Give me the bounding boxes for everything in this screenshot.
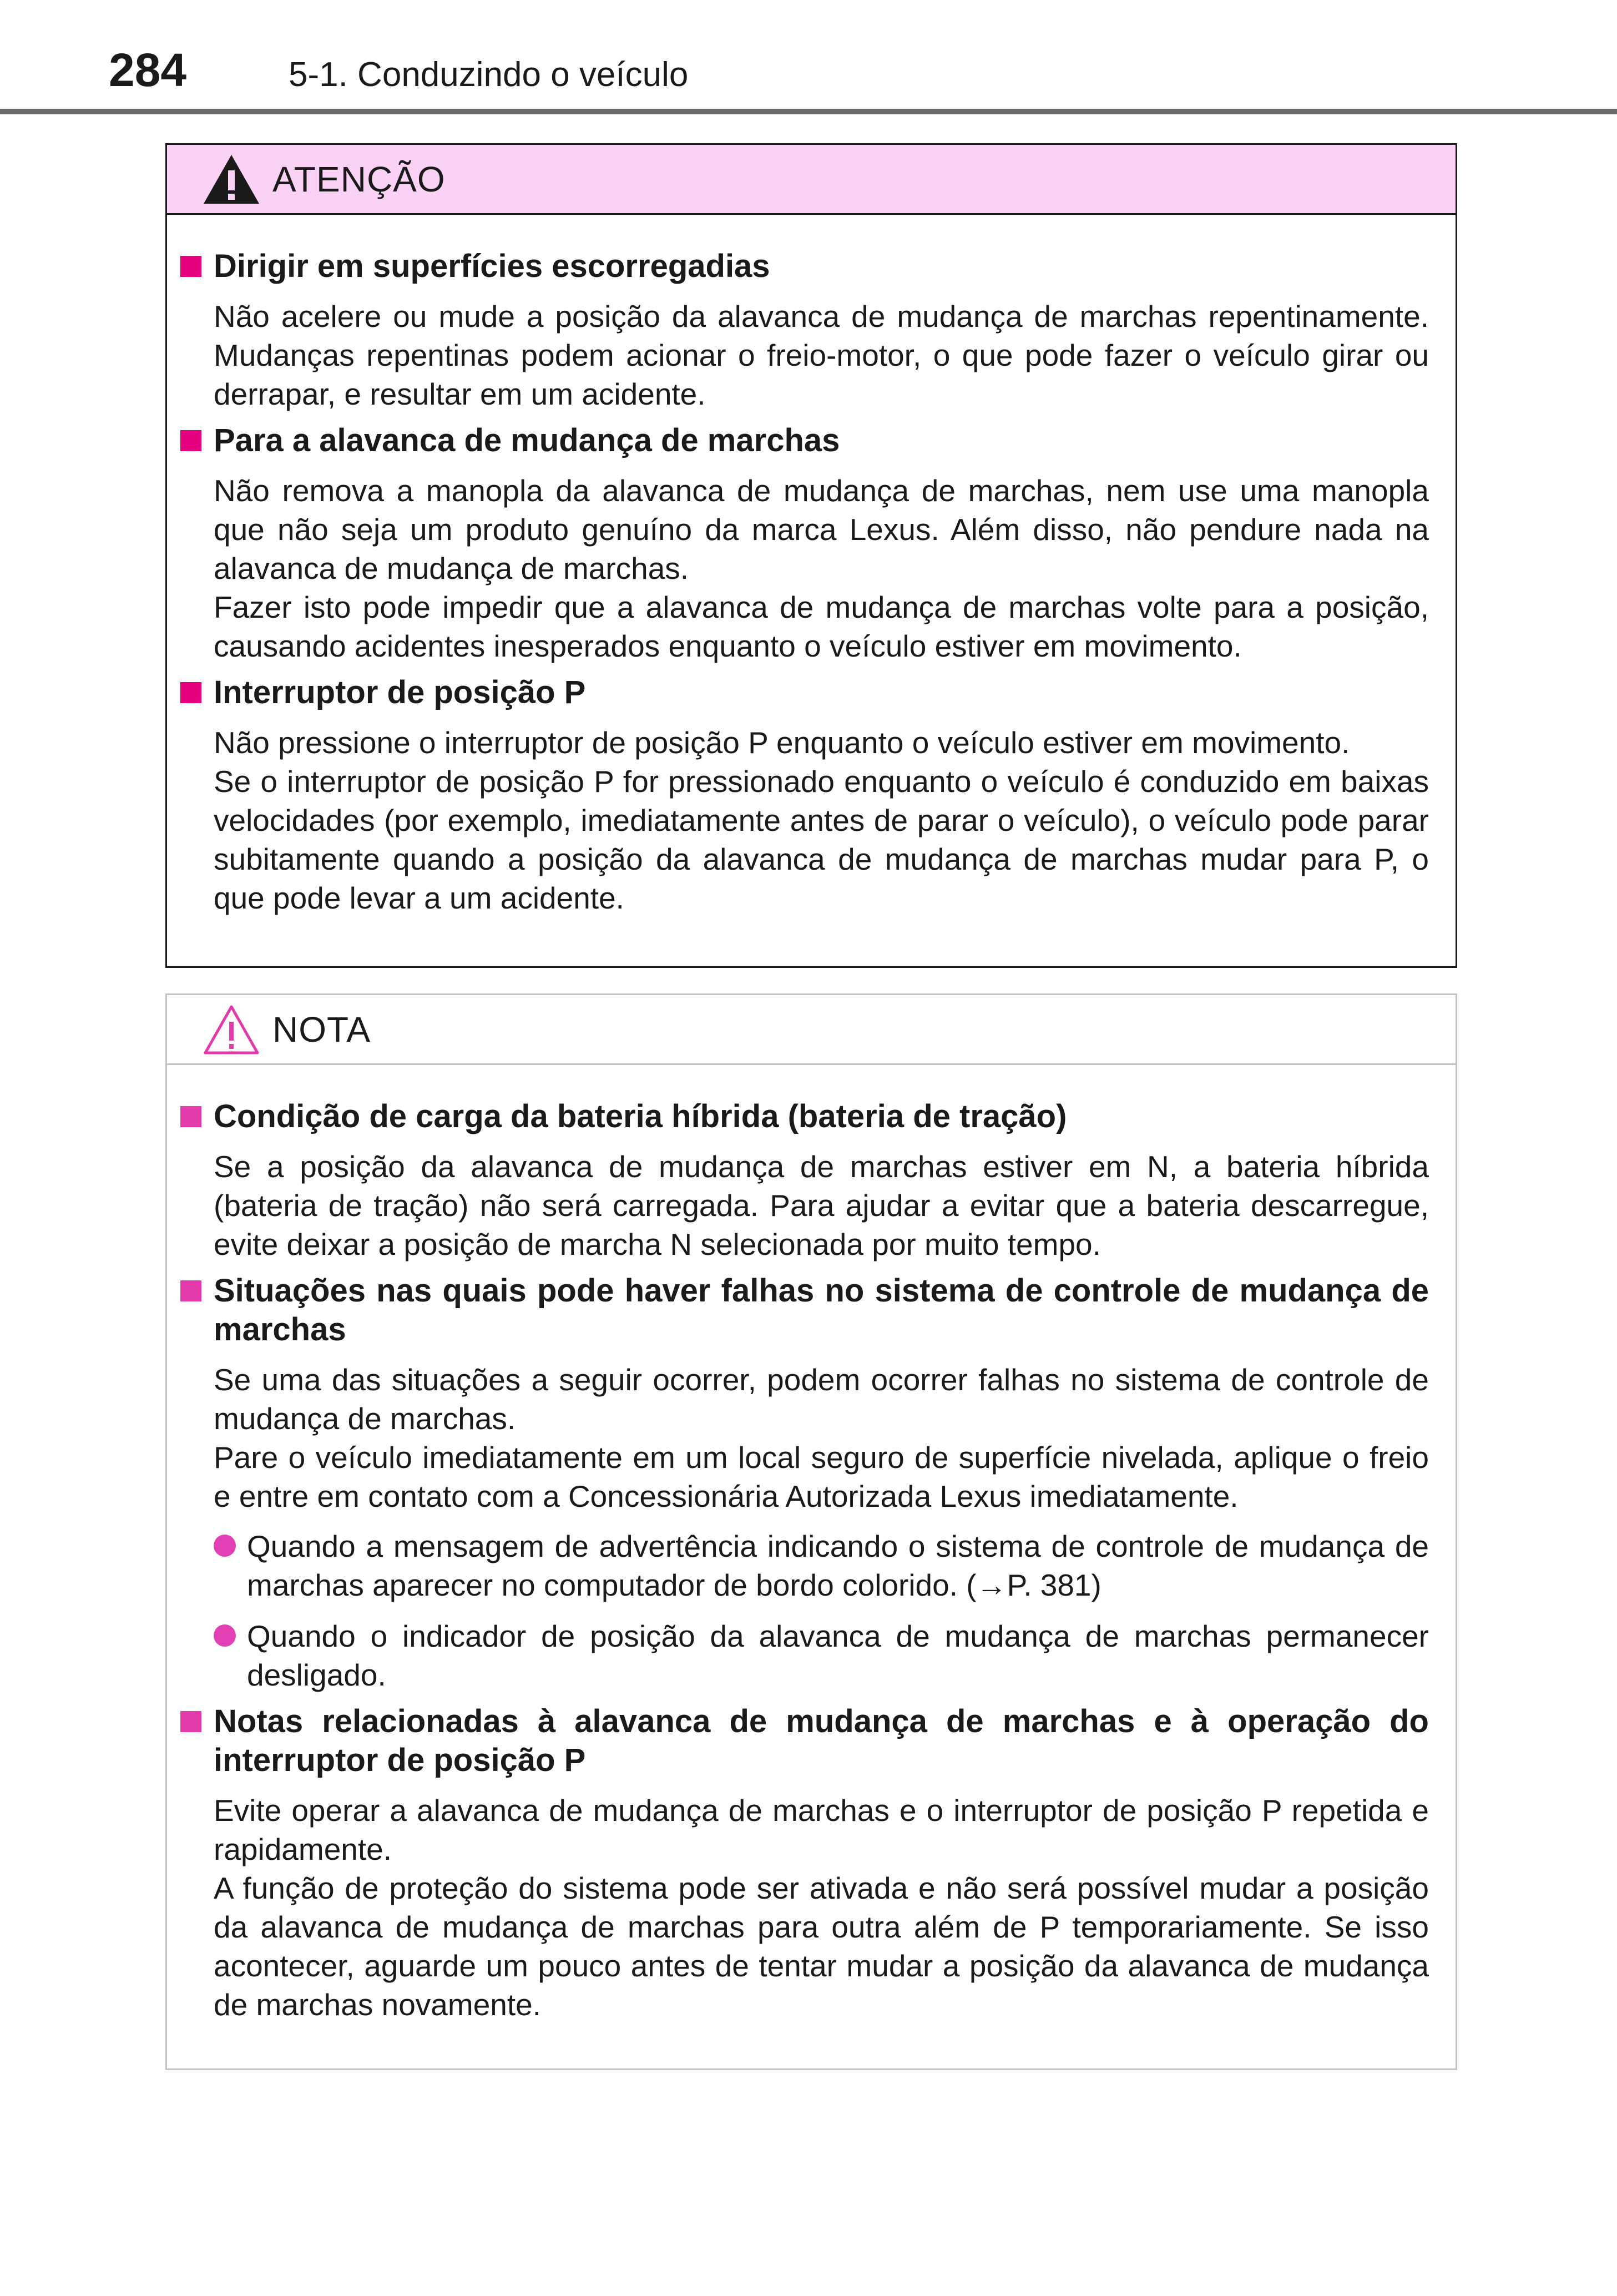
notice-section — [177, 1271, 1429, 1694]
section-paragraph: Se uma das situações a seguir ocorrer, podem ocorrer falhas no sistema de controle de mudança de marchas. — [214, 1363, 1429, 1436]
section-paragraph: Pare o veículo imediatamente em um local seguro de superfície nivelada, aplique o freio e entre em contato com a Concessionária Autorizada Lexus imediatamente. — [214, 1440, 1429, 1513]
square-bullet-icon — [180, 430, 201, 451]
section-paragraph: A função de proteção do sistema pode ser ativada e não será possível mudar a posição da alavanca de mudança de marchas para outra além de P temporariamente. Se isso acontecer, aguarde um pouco antes de tentar mudar a posição da alavanca de mudança de marchas novamente. — [214, 1871, 1429, 2022]
notice-section — [177, 1097, 1429, 1264]
section-paragraph: Não remova a manopla da alavanca de mudança de marchas, nem use uma manopla que não seja um produto genuíno da marca Lexus. Além disso, não pendure nada na alavanca de mudança de marchas. — [214, 473, 1429, 586]
square-bullet-icon — [180, 1106, 201, 1127]
chapter-title: 5-1. Conduzindo o veículo — [289, 55, 689, 94]
list-item-text: Quando o indicador de posição da alavanca de mudança de marchas permanecer desligado. — [247, 1619, 1429, 1692]
square-bullet-icon — [180, 682, 201, 703]
warning-title: ATENÇÃO — [272, 159, 446, 199]
section-heading — [177, 421, 1429, 460]
notice-title: NOTA — [272, 1009, 371, 1049]
section-heading-text: Notas relacionadas à alavanca de mudança de marchas e à operação do interruptor de posição P — [214, 1703, 1429, 1778]
list-item — [214, 1527, 1429, 1604]
section-heading-text: Condição de carga da bateria híbrida (bateria de tração) — [214, 1098, 1067, 1134]
circle-bullet-icon — [214, 1535, 236, 1557]
section-paragraph: Se a posição da alavanca de mudança de marchas estiver em N, a bateria híbrida (bateria de tração) não será carregada. Para ajudar a evitar que a bateria descarregue, evite deixar a posição de marcha N selecionada por muito tempo. — [214, 1149, 1429, 1261]
notice-section — [177, 1702, 1429, 2024]
section-paragraph: Evite operar a alavanca de mudança de marchas e o interruptor de posição P repetida e rapidamente. — [214, 1793, 1429, 1866]
notice-triangle-icon — [203, 1004, 260, 1055]
notice-body — [167, 1065, 1456, 2024]
list-item — [214, 1617, 1429, 1694]
section-heading-text: Dirigir em superfícies escorregadias — [214, 248, 770, 284]
page-number: 284 — [109, 44, 187, 96]
section-heading — [177, 1702, 1429, 1780]
notice-box — [165, 993, 1457, 2070]
warning-body — [167, 215, 1456, 917]
circle-bullet-icon — [214, 1624, 236, 1647]
warning-box-header — [167, 145, 1456, 215]
section-heading-text: Para a alavanca de mudança de marchas — [214, 422, 840, 458]
section-paragraph: Fazer isto pode impedir que a alavanca de mudança de marchas volte para a posição, causando acidentes inesperados enquanto o veículo estiver em movimento. — [214, 590, 1429, 663]
square-bullet-icon — [180, 1280, 201, 1301]
header-rule — [0, 109, 1617, 114]
square-bullet-icon — [180, 1711, 201, 1732]
section-heading — [177, 247, 1429, 286]
section-heading-text: Situações nas quais pode haver falhas no sistema de controle de mudança de marchas — [214, 1273, 1429, 1348]
section-heading — [177, 1097, 1429, 1136]
list-item-text: Quando a mensagem de advertência indicando o sistema de controle de mudança de marchas aparecer no computador de bordo colorido. (→P. 381) — [247, 1529, 1429, 1602]
section-heading — [177, 673, 1429, 712]
section-heading-text: Interruptor de posição P — [214, 674, 586, 710]
section-paragraph: Não pressione o interruptor de posição P enquanto o veículo estiver em movimento. — [214, 725, 1350, 760]
notice-box-header — [167, 995, 1456, 1065]
warning-triangle-icon — [203, 154, 260, 205]
section-paragraph: Não acelere ou mude a posição da alavanca de mudança de marchas repentinamente. Mudanças repentinas podem acionar o freio-motor, o que pode fazer o veículo girar ou derrapar, e resultar em um acidente. — [214, 299, 1429, 411]
square-bullet-icon — [180, 256, 201, 277]
section-paragraph: Se o interruptor de posição P for pressionado enquanto o veículo é conduzido em baixas velocidades (por exemplo, imediatamente antes de parar o veículo), o veículo pode parar subitamente quando a posição da alavanca de mudança de marchas mudar para P, o que pode levar a um acidente. — [214, 764, 1429, 915]
warning-box — [165, 143, 1457, 968]
warning-section — [177, 673, 1429, 917]
warning-section — [177, 247, 1429, 413]
section-heading — [177, 1271, 1429, 1349]
warning-section — [177, 421, 1429, 665]
